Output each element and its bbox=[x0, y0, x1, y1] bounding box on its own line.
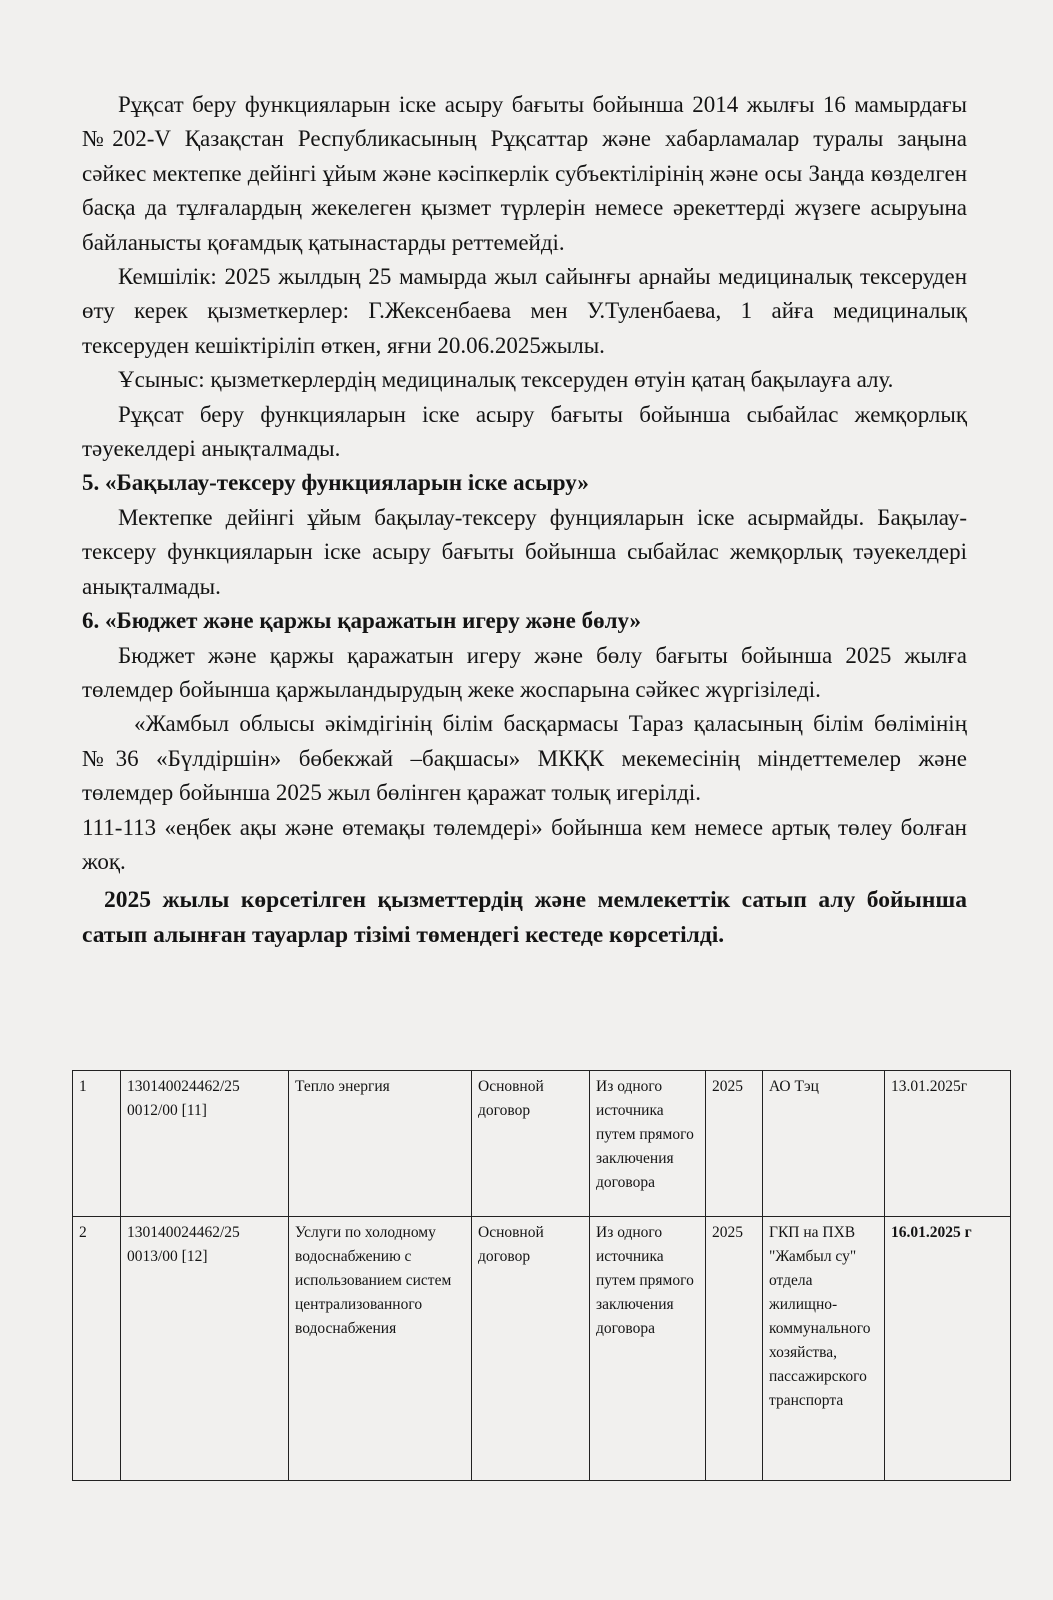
table-row bbox=[73, 1071, 1011, 1217]
contract-year: 2025 bbox=[706, 1217, 763, 1481]
procurement-table bbox=[72, 1070, 1011, 1481]
contract-year: 2025 bbox=[706, 1071, 763, 1217]
row-number: 2 bbox=[73, 1217, 121, 1481]
paragraph-salary: 111-113 «еңбек ақы және өтемақы төлемдері» бойынша кем немесе артық төлеу болған жоқ. bbox=[82, 814, 967, 874]
contract-type: Основной договор bbox=[472, 1217, 590, 1481]
contract-code: 130140024462/25 0013/00 [12] bbox=[121, 1217, 289, 1481]
contract-date: 16.01.2025 г bbox=[885, 1217, 1011, 1481]
paragraph-institution: «Жамбыл облысы әкімдігінің білім басқармасы Тараз қаласының білім бөлімінің №36 «Бүлдіршін» бөбекжай –бақшасы» МКҚК мекемесінің міндеттемелер және төлемдер бойынша 2025 жыл бөлінген қаражат толық игерілді. bbox=[82, 711, 967, 806]
paragraph-deficiency: Кемшілік: 2025 жылдың 25 мамырда жыл сайынғы арнайы медициналық тексеруден өту керек қызметкерлер: Г.Жексенбаева мен У.Туленбаева, 1 айға медициналық тексеруден кешіктіріліп өткен, яғни 20.06.2025жылы. bbox=[82, 264, 967, 358]
document-body bbox=[82, 88, 967, 952]
contract-code: 130140024462/25 0012/00 [11] bbox=[121, 1071, 289, 1217]
table-row bbox=[73, 1217, 1011, 1481]
paragraph-recommendation: Ұсыныс: қызметкерлердің медициналық тексеруден өтуін қатаң бақылауға алу. bbox=[118, 367, 894, 393]
section-heading-6: 6. «Бюджет және қаржы қаражатын игеру және бөлу» bbox=[82, 608, 642, 634]
paragraph-budget: Бюджет және қаржы қаражатын игеру және бөлу бағыты бойынша 2025 жылға төлемдер бойынша қаржыландырудың жеке жоспарына сәйкес жүргізіледі. bbox=[82, 642, 967, 702]
row-number: 1 bbox=[73, 1071, 121, 1217]
procurement-method: Из одного источника путем прямого заключения договора bbox=[590, 1217, 706, 1481]
service-name: Тепло энергия bbox=[289, 1071, 472, 1217]
service-name: Услуги по холодному водоснабжению с использованием систем централизованного водоснабжения bbox=[289, 1217, 472, 1481]
contract-date: 13.01.2025г bbox=[885, 1071, 1011, 1217]
supplier: ГКП на ПХВ "Жамбыл су" отдела жилищно-коммунального хозяйства, пассажирского транспорта bbox=[763, 1217, 885, 1481]
paragraph-permits-risks: Рұқсат беру функцияларын іске асыру бағыты бойынша сыбайлас жемқорлық тәуекелдері анықталмады. bbox=[82, 401, 967, 462]
paragraph-procurement-intro: 2025 жылы көрсетілген қызметтердің және мемлекеттік сатып алу бойынша сатып алынған тауарлар тізімі төмендегі кестеде көрсетілді. bbox=[82, 887, 967, 948]
contract-type: Основной договор bbox=[472, 1071, 590, 1217]
paragraph-control: Мектепке дейінгі ұйым бақылау-тексеру фунцияларын іске асырмайды. Бақылау-тексеру функцияларын іске асыру бағыты бойынша сыбайлас жемқорлық тәуекелдері анықталмады. bbox=[82, 504, 967, 599]
supplier: АО Тэц bbox=[763, 1071, 885, 1217]
procurement-method: Из одного источника путем прямого заключения договора bbox=[590, 1071, 706, 1217]
section-heading-5: 5. «Бақылау-тексеру функцияларын іске асыру» bbox=[82, 470, 589, 496]
paragraph-permits: Рұқсат беру функцияларын іске асыру бағыты бойынша 2014 жылғы 16 мамырдағы №202-V Қазақстан Республикасының Рұқсаттар және хабарламалар туралы заңына сәйкес мектепке дейінгі ұйым және кәсіпкерлік субъектілірінің және осы Заңда көзделген басқа да тұлғалардың жекелеген қызмет түрлерін немесе әрекеттерді жүзеге асыруына байланысты қоғамдық қатынастарды реттемейді. bbox=[82, 92, 967, 255]
